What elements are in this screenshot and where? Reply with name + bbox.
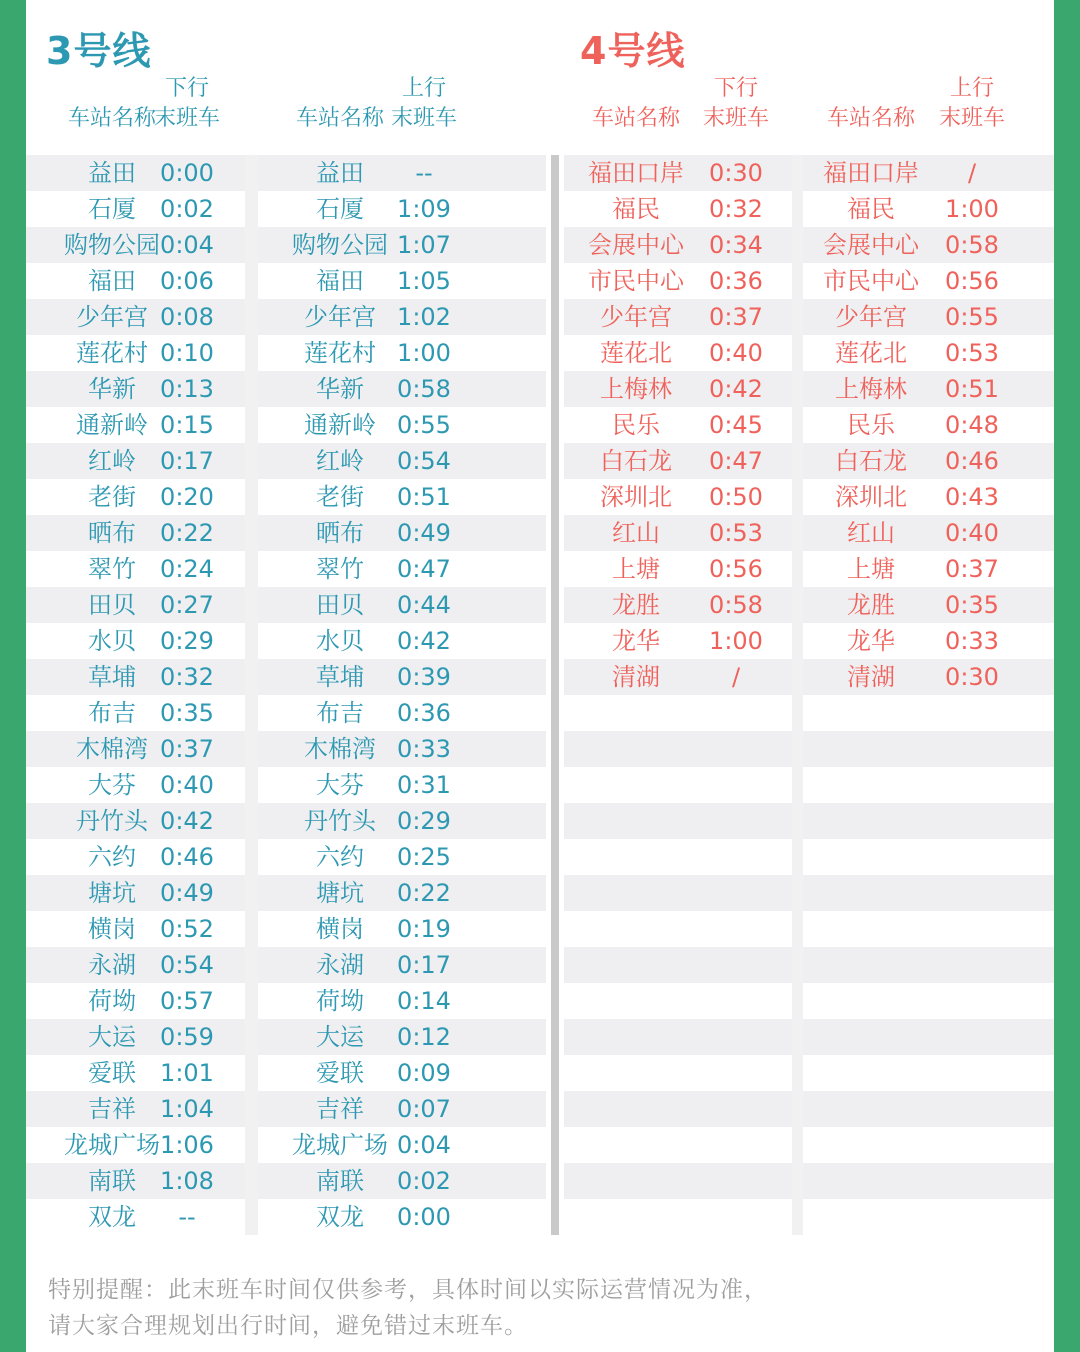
time-cell: 1:04 xyxy=(160,1095,214,1123)
time-cell xyxy=(922,983,1022,1019)
station-cell: 福田 xyxy=(316,267,364,295)
time-cell: 0:34 xyxy=(709,231,763,259)
station-cell: 上塘 xyxy=(847,555,895,583)
station-cell: 会展中心 xyxy=(588,231,684,259)
station-cell: 大芬 xyxy=(88,771,136,799)
station-cell: 少年宫 xyxy=(76,303,148,331)
time-cell: 0:42 xyxy=(160,807,214,835)
station-cell: 市民中心 xyxy=(588,267,684,295)
time-cell: 0:06 xyxy=(160,267,214,295)
station-cell: 福民 xyxy=(847,195,895,223)
time-cell xyxy=(686,731,786,767)
time-cell: 1:09 xyxy=(397,195,451,223)
station-cell: 双龙 xyxy=(88,1203,136,1231)
time-cell: 0:46 xyxy=(945,447,999,475)
line4-down-lasttrain-header xyxy=(686,74,786,134)
time-cell xyxy=(922,911,1022,947)
station-cell: 双龙 xyxy=(316,1203,364,1231)
time-cell: 0:09 xyxy=(397,1059,451,1087)
station-cell: 龙华 xyxy=(612,627,660,655)
station-cell: 田贝 xyxy=(88,591,136,619)
station-cell: 红山 xyxy=(612,519,660,547)
station-cell: 爱联 xyxy=(88,1059,136,1087)
time-cell: 0:33 xyxy=(397,735,451,763)
time-cell: 0:54 xyxy=(160,951,214,979)
time-cell xyxy=(922,695,1022,731)
time-cell: 0:04 xyxy=(160,231,214,259)
time-cell: 0:43 xyxy=(945,483,999,511)
station-cell: 龙胜 xyxy=(612,591,660,619)
time-cell: 0:15 xyxy=(160,411,214,439)
station-cell: 塘坑 xyxy=(88,879,136,907)
time-cell: 0:24 xyxy=(160,555,214,583)
station-cell: 荷坳 xyxy=(88,987,136,1015)
time-cell: 0:44 xyxy=(397,591,451,619)
time-cell: 0:32 xyxy=(709,195,763,223)
station-cell: 丹竹头 xyxy=(304,807,376,835)
time-cell xyxy=(922,1199,1022,1235)
station-cell: 上梅林 xyxy=(600,375,672,403)
station-cell: 水贝 xyxy=(316,627,364,655)
time-cell: 0:04 xyxy=(397,1131,451,1159)
time-cell: 0:58 xyxy=(397,375,451,403)
time-cell: 0:37 xyxy=(945,555,999,583)
station-cell: 红岭 xyxy=(316,447,364,475)
station-cell: 龙城广场 xyxy=(64,1131,160,1159)
time-cell: 0:45 xyxy=(709,411,763,439)
time-cell xyxy=(686,875,786,911)
time-cell: / xyxy=(731,663,741,691)
time-cell xyxy=(922,731,1022,767)
line4-down-station-header: 车站名称 xyxy=(591,106,680,131)
line3-up-station-header: 车站名称 xyxy=(295,106,384,131)
time-cell: 1:00 xyxy=(397,339,451,367)
station-cell: 上塘 xyxy=(612,555,660,583)
station-cell: 老街 xyxy=(88,483,136,511)
station-cell: 少年宫 xyxy=(304,303,376,331)
station-cell: 布吉 xyxy=(316,699,364,727)
time-cell: 0:48 xyxy=(945,411,999,439)
time-cell: 1:06 xyxy=(160,1131,214,1159)
time-cell: 1:00 xyxy=(709,627,763,655)
time-cell: 0:35 xyxy=(160,699,214,727)
line4-down-time-column xyxy=(686,155,786,1235)
time-cell xyxy=(922,839,1022,875)
time-cell: 0:27 xyxy=(160,591,214,619)
station-cell: 永湖 xyxy=(88,951,136,979)
station-cell: 福田口岸 xyxy=(588,159,684,187)
time-cell: 0:17 xyxy=(160,447,214,475)
time-cell: 0:39 xyxy=(397,663,451,691)
time-cell: 0:40 xyxy=(709,339,763,367)
time-cell: 0:07 xyxy=(397,1095,451,1123)
time-cell: 0:53 xyxy=(709,519,763,547)
direction-label: 上行 xyxy=(401,76,446,101)
time-cell: 0:42 xyxy=(709,375,763,403)
time-cell: 0:20 xyxy=(160,483,214,511)
time-cell: 0:50 xyxy=(709,483,763,511)
line3-column-gutter xyxy=(245,155,258,1235)
time-cell xyxy=(686,1127,786,1163)
time-cell xyxy=(922,1127,1022,1163)
station-cell: 草埔 xyxy=(316,663,364,691)
line4-title: 4号线 xyxy=(580,29,686,73)
lasttrain-label: 末班车 xyxy=(390,106,457,131)
station-cell: 吉祥 xyxy=(316,1095,364,1123)
station-cell: 通新岭 xyxy=(304,411,376,439)
station-cell: 红岭 xyxy=(88,447,136,475)
station-cell: 民乐 xyxy=(847,411,895,439)
station-cell: 大运 xyxy=(88,1023,136,1051)
time-cell: 1:01 xyxy=(160,1059,214,1087)
time-cell: 1:08 xyxy=(160,1167,214,1195)
time-cell: 0:08 xyxy=(160,303,214,331)
time-cell: 0:49 xyxy=(160,879,214,907)
station-cell: 南联 xyxy=(316,1167,364,1195)
time-cell: -- xyxy=(178,1203,196,1231)
time-cell: 0:37 xyxy=(709,303,763,331)
time-cell xyxy=(686,983,786,1019)
time-cell xyxy=(922,1019,1022,1055)
direction-label: 下行 xyxy=(713,76,758,101)
time-cell: 0:47 xyxy=(709,447,763,475)
time-cell: 0:00 xyxy=(160,159,214,187)
time-cell: 0:30 xyxy=(945,663,999,691)
station-cell: 永湖 xyxy=(316,951,364,979)
time-cell xyxy=(686,803,786,839)
line3-down-lasttrain-header xyxy=(137,74,237,134)
time-cell: 0:30 xyxy=(709,159,763,187)
time-cell xyxy=(686,1199,786,1235)
time-cell: 0:12 xyxy=(397,1023,451,1051)
station-cell: 福田 xyxy=(88,267,136,295)
footer-note-line1: 特别提醒：此末班车时间仅供参考，具体时间以实际运营情况为准， xyxy=(48,1277,768,1303)
station-cell: 大芬 xyxy=(316,771,364,799)
time-cell: 0:10 xyxy=(160,339,214,367)
station-cell: 会展中心 xyxy=(823,231,919,259)
station-cell: 木棉湾 xyxy=(304,735,376,763)
station-cell: 晒布 xyxy=(88,519,136,547)
station-cell: 老街 xyxy=(316,483,364,511)
time-cell: 0:40 xyxy=(945,519,999,547)
station-cell: 莲花北 xyxy=(600,339,672,367)
time-cell: 0:32 xyxy=(160,663,214,691)
time-cell: 0:02 xyxy=(397,1167,451,1195)
time-cell: 0:29 xyxy=(160,627,214,655)
station-cell: 益田 xyxy=(88,159,136,187)
time-cell: 0:31 xyxy=(397,771,451,799)
time-cell: / xyxy=(967,159,977,187)
time-cell xyxy=(686,1091,786,1127)
direction-label: 上行 xyxy=(949,76,994,101)
line3-down-time-column xyxy=(137,155,237,1235)
station-cell: 爱联 xyxy=(316,1059,364,1087)
time-cell: 0:55 xyxy=(945,303,999,331)
time-cell: 1:07 xyxy=(397,231,451,259)
time-cell: 0:25 xyxy=(397,843,451,871)
line4-up-station-header: 车站名称 xyxy=(826,106,915,131)
station-cell: 龙胜 xyxy=(847,591,895,619)
time-cell xyxy=(686,1055,786,1091)
station-cell: 龙城广场 xyxy=(292,1131,388,1159)
time-cell: 0:17 xyxy=(397,951,451,979)
station-cell: 福田口岸 xyxy=(823,159,919,187)
time-cell: 0:51 xyxy=(945,375,999,403)
time-cell: 0:29 xyxy=(397,807,451,835)
station-cell: 华新 xyxy=(88,375,136,403)
time-cell: 0:57 xyxy=(160,987,214,1015)
time-cell xyxy=(686,695,786,731)
station-cell: 六约 xyxy=(316,843,364,871)
station-cell: 横岗 xyxy=(88,915,136,943)
time-cell: 0:36 xyxy=(397,699,451,727)
green-frame-left xyxy=(0,0,26,1352)
station-cell: 福民 xyxy=(612,195,660,223)
time-cell xyxy=(922,1055,1022,1091)
station-cell: 深圳北 xyxy=(600,483,672,511)
station-cell: 白石龙 xyxy=(835,447,907,475)
station-cell: 丹竹头 xyxy=(76,807,148,835)
time-cell: 0:36 xyxy=(709,267,763,295)
station-cell: 荷坳 xyxy=(316,987,364,1015)
time-cell: 0:00 xyxy=(397,1203,451,1231)
time-cell: 0:58 xyxy=(945,231,999,259)
line3-up-time-column xyxy=(374,155,474,1235)
station-cell: 龙华 xyxy=(847,627,895,655)
time-cell: 0:46 xyxy=(160,843,214,871)
time-cell xyxy=(686,947,786,983)
time-cell: 0:51 xyxy=(397,483,451,511)
footer-note-line2: 请大家合理规划出行时间，避免错过末班车。 xyxy=(48,1313,528,1339)
time-cell: 0:47 xyxy=(397,555,451,583)
time-cell: 0:37 xyxy=(160,735,214,763)
line3-up-lasttrain-header xyxy=(374,74,474,134)
time-cell: 0:42 xyxy=(397,627,451,655)
station-cell: 草埔 xyxy=(88,663,136,691)
time-cell xyxy=(922,875,1022,911)
station-cell: 莲花北 xyxy=(835,339,907,367)
time-cell: 0:55 xyxy=(397,411,451,439)
station-cell: 木棉湾 xyxy=(76,735,148,763)
station-cell: 购物公园 xyxy=(292,231,388,259)
time-cell: 1:05 xyxy=(397,267,451,295)
station-cell: 南联 xyxy=(88,1167,136,1195)
lasttrain-label: 末班车 xyxy=(153,106,220,131)
station-cell: 翠竹 xyxy=(88,555,136,583)
station-cell: 莲花村 xyxy=(76,339,148,367)
station-cell: 晒布 xyxy=(316,519,364,547)
green-frame-right xyxy=(1054,0,1080,1352)
station-cell: 横岗 xyxy=(316,915,364,943)
station-cell: 吉祥 xyxy=(88,1095,136,1123)
line3-title: 3号线 xyxy=(46,29,152,73)
time-cell: -- xyxy=(415,159,433,187)
station-cell: 益田 xyxy=(316,159,364,187)
station-cell: 清湖 xyxy=(847,663,895,691)
time-cell: 0:53 xyxy=(945,339,999,367)
line4-up-time-column xyxy=(922,155,1022,1235)
station-cell: 石厦 xyxy=(316,195,364,223)
station-cell: 购物公园 xyxy=(64,231,160,259)
station-cell: 通新岭 xyxy=(76,411,148,439)
time-cell xyxy=(686,1019,786,1055)
station-cell: 翠竹 xyxy=(316,555,364,583)
time-cell xyxy=(922,1091,1022,1127)
line4-up-lasttrain-header xyxy=(922,74,1022,134)
station-cell: 深圳北 xyxy=(835,483,907,511)
time-cell xyxy=(922,1163,1022,1199)
time-cell: 0:19 xyxy=(397,915,451,943)
station-cell: 少年宫 xyxy=(600,303,672,331)
station-cell: 六约 xyxy=(88,843,136,871)
station-cell: 白石龙 xyxy=(600,447,672,475)
station-cell: 水贝 xyxy=(88,627,136,655)
station-cell: 少年宫 xyxy=(835,303,907,331)
station-cell: 上梅林 xyxy=(835,375,907,403)
time-cell: 0:56 xyxy=(709,555,763,583)
line3-down-station-header: 车站名称 xyxy=(67,106,156,131)
time-cell: 0:58 xyxy=(709,591,763,619)
time-cell: 0:33 xyxy=(945,627,999,655)
footer-note xyxy=(48,1272,768,1344)
time-cell: 0:22 xyxy=(160,519,214,547)
station-cell: 华新 xyxy=(316,375,364,403)
time-cell: 0:54 xyxy=(397,447,451,475)
time-cell xyxy=(922,947,1022,983)
time-cell: 0:40 xyxy=(160,771,214,799)
time-cell: 0:56 xyxy=(945,267,999,295)
station-cell: 清湖 xyxy=(612,663,660,691)
time-cell xyxy=(686,839,786,875)
lasttrain-label: 末班车 xyxy=(938,106,1005,131)
station-cell: 市民中心 xyxy=(823,267,919,295)
time-cell xyxy=(922,803,1022,839)
station-cell: 红山 xyxy=(847,519,895,547)
time-cell: 1:00 xyxy=(945,195,999,223)
station-cell: 塘坑 xyxy=(316,879,364,907)
time-cell xyxy=(922,767,1022,803)
time-cell: 1:02 xyxy=(397,303,451,331)
time-cell: 0:02 xyxy=(160,195,214,223)
time-cell: 0:14 xyxy=(397,987,451,1015)
direction-label: 下行 xyxy=(164,76,209,101)
time-cell: 0:22 xyxy=(397,879,451,907)
time-cell: 0:13 xyxy=(160,375,214,403)
time-cell: 0:59 xyxy=(160,1023,214,1051)
station-cell: 大运 xyxy=(316,1023,364,1051)
station-cell: 田贝 xyxy=(316,591,364,619)
time-cell xyxy=(686,1163,786,1199)
station-cell: 布吉 xyxy=(88,699,136,727)
station-cell: 石厦 xyxy=(88,195,136,223)
time-cell xyxy=(686,911,786,947)
station-cell: 民乐 xyxy=(612,411,660,439)
station-cell: 莲花村 xyxy=(304,339,376,367)
lasttrain-label: 末班车 xyxy=(702,106,769,131)
time-cell: 0:52 xyxy=(160,915,214,943)
time-cell: 0:35 xyxy=(945,591,999,619)
time-cell xyxy=(686,767,786,803)
time-cell: 0:49 xyxy=(397,519,451,547)
